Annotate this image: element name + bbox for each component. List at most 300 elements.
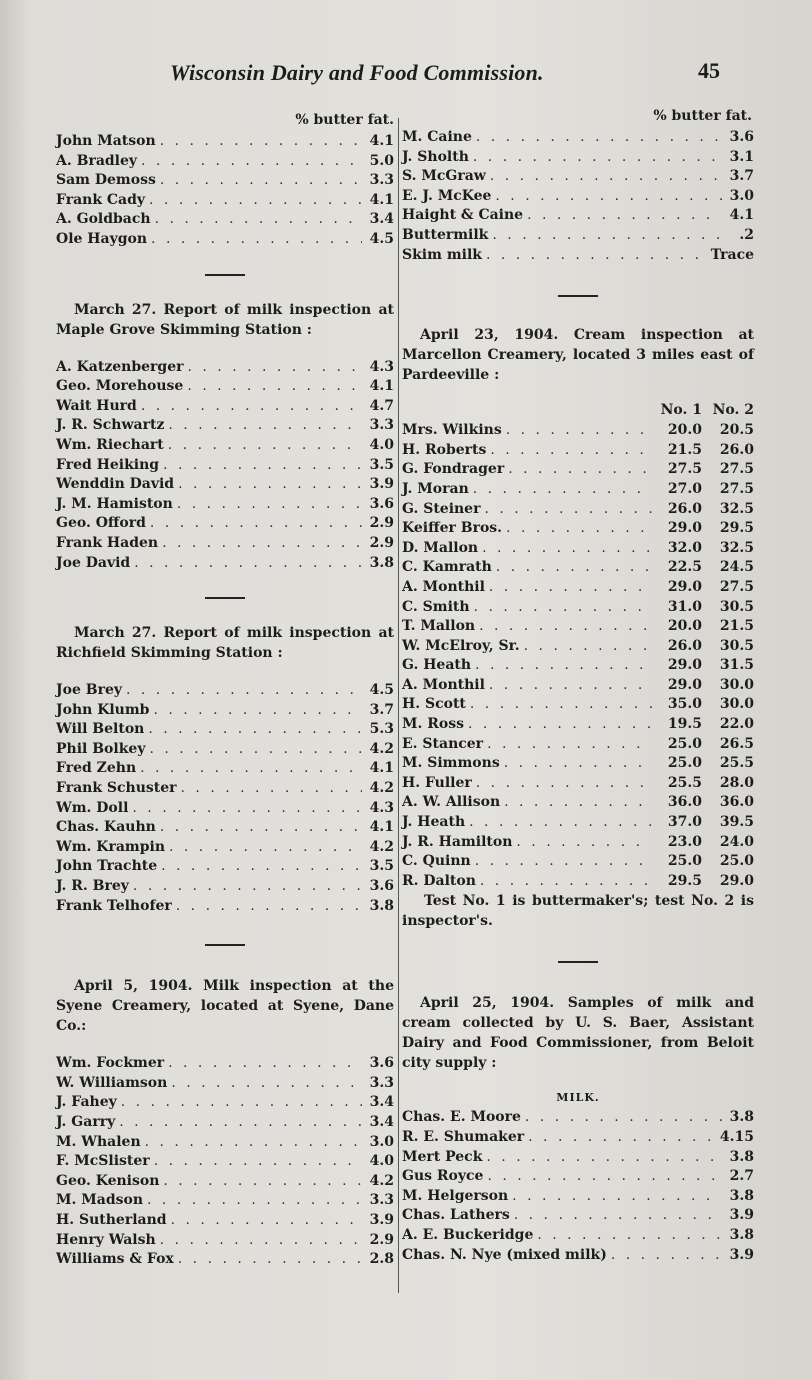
richfield-list (56, 681, 394, 916)
leader-dots (490, 167, 722, 187)
list-item (402, 774, 754, 794)
fat-value: 4.0 (369, 436, 394, 453)
test-no1-value: 29.0 (667, 676, 702, 693)
entry-name: Geo. Kenison (56, 1172, 160, 1189)
list-item (402, 637, 754, 657)
list-item (402, 246, 754, 266)
list-item (56, 358, 394, 378)
fat-value: 4.1 (369, 378, 394, 395)
entry-name: M. Simmons (402, 755, 500, 772)
entry-name: Wm. Fockmer (56, 1055, 165, 1072)
entry-name: Buttermilk (402, 226, 489, 243)
entry-name: Skim milk (402, 246, 482, 263)
fat-value: 3.9 (729, 1246, 754, 1263)
entry-name: Geo. Morehouse (56, 378, 184, 395)
entry-name: A. Goldbach (56, 211, 151, 228)
leader-dots (163, 456, 362, 476)
test-no1-value: 26.0 (667, 500, 702, 517)
leader-dots (176, 897, 362, 917)
test-no1-value: 20.0 (667, 422, 702, 439)
leader-dots (141, 397, 362, 417)
entry-name: J. M. Hamiston (56, 495, 173, 512)
entry-name: J. Fahey (56, 1094, 117, 1111)
entry-name: E. J. McKee (402, 187, 492, 204)
entry-name: H. Scott (402, 696, 466, 713)
test-no2-value: 39.5 (719, 814, 754, 831)
entry-name: A. Katzenberger (56, 358, 184, 375)
entry-name: W. Williamson (56, 1074, 168, 1091)
fat-value: 4.1 (369, 760, 394, 777)
leader-dots (486, 1148, 722, 1168)
list-item (402, 539, 754, 559)
entry-name: R. E. Shumaker (402, 1129, 525, 1145)
leader-dots (487, 1167, 722, 1187)
leader-dots (121, 1093, 362, 1113)
fat-value: 4.1 (729, 207, 754, 224)
test-no1-value: 21.5 (667, 441, 702, 458)
list-item (56, 554, 394, 574)
list-item (402, 519, 754, 539)
leader-dots (489, 578, 652, 598)
entry-name: A. Monthil (402, 676, 485, 693)
list-item (402, 793, 754, 813)
leader-dots (171, 1074, 362, 1094)
leader-dots (516, 833, 652, 853)
fat-value: 3.8 (729, 1148, 754, 1165)
leader-dots (148, 720, 362, 740)
leader-dots (504, 793, 652, 813)
leader-dots (508, 460, 652, 480)
leader-dots (149, 191, 362, 211)
entry-name: Wm. Doll (56, 799, 129, 816)
fat-value: 4.2 (369, 740, 394, 757)
leader-dots (161, 857, 362, 877)
test-no1-value: 29.0 (667, 657, 702, 674)
leader-dots (525, 1108, 722, 1128)
fat-value: 3.6 (369, 495, 394, 512)
test-no2-value: 32.5 (719, 500, 754, 517)
caine-list (402, 128, 754, 265)
list-item (402, 128, 754, 148)
leader-dots (126, 681, 362, 701)
fat-value: .2 (739, 226, 754, 243)
column-divider (398, 118, 399, 1293)
fat-value: 3.3 (369, 1192, 394, 1209)
test-no2-value: 27.5 (719, 480, 754, 497)
entry-name: Frank Cady (56, 191, 146, 208)
leader-dots (162, 534, 362, 554)
fat-value: 3.6 (369, 878, 394, 895)
list-item (56, 495, 394, 515)
leader-dots (473, 480, 652, 500)
milk-subheading: MILK. (556, 1091, 600, 1105)
list-item (56, 740, 394, 760)
list-item (402, 460, 754, 480)
entry-name: Henry Walsh (56, 1231, 156, 1248)
fat-value: 4.5 (369, 682, 394, 699)
entry-name: Phil Bolkey (56, 740, 146, 757)
list-item (56, 897, 394, 917)
list-item (56, 191, 394, 211)
fat-value: 4.2 (369, 780, 394, 797)
entry-name: Wm. Krampin (56, 838, 165, 855)
leader-dots (506, 519, 652, 539)
list-item (56, 799, 394, 819)
list-item (402, 833, 754, 853)
list-item (402, 813, 754, 833)
list-item (56, 475, 394, 495)
test-no1-value: 29.5 (667, 872, 702, 889)
list-item (56, 1054, 394, 1074)
fat-value: 3.6 (369, 1055, 394, 1072)
fat-value: 3.8 (729, 1109, 754, 1126)
fat-value: 3.8 (369, 897, 394, 914)
entry-name: John Trachte (56, 858, 158, 875)
leader-dots (171, 1211, 362, 1231)
list-item (56, 1133, 394, 1153)
fat-value: 3.3 (369, 1074, 394, 1091)
list-item (402, 500, 754, 520)
leader-dots (119, 1113, 362, 1133)
entry-name: Keiffer Bros. (402, 520, 503, 537)
test-no2-value: 26.0 (719, 441, 754, 458)
list-item (56, 1152, 394, 1172)
entry-name: M. Helgerson (402, 1187, 509, 1204)
list-item (402, 1246, 754, 1266)
list-item (56, 1093, 394, 1113)
entry-name: Haight & Caine (402, 207, 524, 224)
maple-grove-list (56, 358, 394, 574)
leader-dots (496, 558, 652, 578)
leader-dots (479, 617, 652, 637)
test-no1-value: 31.0 (667, 598, 702, 615)
list-item (402, 695, 754, 715)
list-item (56, 1074, 394, 1094)
test-no1-value: 27.0 (667, 480, 702, 497)
fat-value: 3.8 (369, 554, 394, 571)
butter-fat-heading: % butter fat. (295, 112, 394, 128)
list-item (402, 421, 754, 441)
leader-dots (168, 416, 362, 436)
test-no1-value: 29.0 (667, 578, 702, 595)
test-no1-value: 19.5 (667, 716, 702, 733)
test-no2-value: 27.5 (719, 461, 754, 478)
test-no1-value: 36.0 (667, 794, 702, 811)
entry-name: Joe Brey (56, 682, 122, 699)
entry-name: W. McElroy, Sr. (402, 637, 520, 654)
fat-value: 4.2 (369, 838, 394, 855)
fat-value: 4.15 (719, 1129, 754, 1145)
test-no2-value: 27.5 (719, 578, 754, 595)
leader-dots (476, 774, 652, 794)
test-no1-value: 29.0 (667, 520, 702, 537)
leader-dots (484, 500, 652, 520)
entry-name: Gus Royce (402, 1168, 484, 1185)
entry-name: Wait Hurd (56, 397, 137, 414)
fat-value: 3.1 (729, 148, 754, 165)
entry-name: Joe David (56, 554, 131, 571)
entry-name: M. Caine (402, 129, 472, 145)
list-item (56, 377, 394, 397)
running-title: Wisconsin Dairy and Food Commission. (170, 60, 544, 85)
list-item (56, 701, 394, 721)
list-item (402, 1128, 754, 1148)
entry-name: G. Steiner (402, 500, 481, 517)
list-item (56, 416, 394, 436)
leader-dots (150, 514, 362, 534)
list-item (56, 1113, 394, 1133)
entry-name: H. Fuller (402, 774, 472, 791)
leader-dots (133, 877, 362, 897)
fat-value: 3.9 (729, 1207, 754, 1224)
entry-name: J. Moran (402, 480, 469, 497)
fat-value: 3.8 (729, 1187, 754, 1204)
test-no1-value: 25.0 (667, 755, 702, 772)
fat-value: 2.9 (369, 515, 394, 532)
list-item (402, 480, 754, 500)
marcellon-list (402, 421, 754, 891)
test-column-headers (402, 399, 754, 421)
fat-value: 3.7 (729, 168, 754, 185)
test-no2-value: 30.0 (719, 676, 754, 693)
list-item (402, 872, 754, 892)
test-no2-value: 32.5 (719, 539, 754, 556)
list-item (402, 1226, 754, 1246)
entry-name: G. Heath (402, 657, 472, 674)
fat-value: 4.3 (369, 799, 394, 816)
leader-dots (134, 554, 362, 574)
leader-dots (480, 872, 652, 892)
entry-name: R. Dalton (402, 872, 476, 889)
test-no1-value: 27.5 (667, 461, 702, 478)
fat-value: 4.3 (369, 358, 394, 375)
leader-dots (141, 152, 362, 172)
list-item (402, 598, 754, 618)
fat-value: 5.0 (369, 152, 394, 169)
leader-dots (149, 740, 362, 760)
leader-dots (140, 759, 362, 779)
test-no1-value: 25.5 (667, 774, 702, 791)
test-no1-value: 26.0 (667, 637, 702, 654)
list-item (402, 715, 754, 735)
leader-dots (163, 1172, 362, 1192)
fat-value: 4.1 (369, 133, 394, 149)
left-column (56, 112, 394, 1270)
entry-name: H. Sutherland (56, 1211, 167, 1228)
leader-dots (470, 695, 652, 715)
entry-name: A. E. Buckeridge (402, 1226, 534, 1243)
leader-dots (486, 246, 707, 266)
list-item (402, 1108, 754, 1128)
list-item (56, 152, 394, 172)
entry-name: Fred Zehn (56, 760, 137, 777)
leader-dots (132, 799, 362, 819)
fat-value: 3.8 (729, 1226, 754, 1243)
leader-dots (490, 441, 652, 461)
list-item (402, 754, 754, 774)
fat-value: 4.1 (369, 191, 394, 208)
test-no2-value: 31.5 (719, 657, 754, 674)
entry-name: G. Fondrager (402, 461, 505, 478)
list-item (402, 148, 754, 168)
list-item (402, 735, 754, 755)
leader-dots (492, 226, 722, 246)
leader-dots (537, 1226, 722, 1246)
test-no2-value: 28.0 (719, 774, 754, 791)
list-item (402, 1187, 754, 1207)
entry-name: Frank Schuster (56, 780, 177, 797)
leader-dots (512, 1187, 722, 1207)
entry-name: S. McGraw (402, 168, 486, 185)
list-item (56, 720, 394, 740)
fat-value: 3.3 (369, 172, 394, 189)
entry-name: Wenddin David (56, 476, 175, 493)
test-no1-value: 22.5 (667, 559, 702, 576)
list-item (402, 676, 754, 696)
list-item (402, 441, 754, 461)
leader-dots (489, 676, 652, 696)
fat-value: 2.7 (729, 1168, 754, 1185)
leader-dots (469, 813, 652, 833)
leader-dots (181, 779, 362, 799)
test-no2-value: 26.5 (719, 735, 754, 752)
test-no1-value: 37.0 (667, 814, 702, 831)
right-column (402, 108, 754, 1265)
test-no2-value: 29.5 (719, 520, 754, 537)
list-item (56, 210, 394, 230)
entry-name: J. Garry (56, 1114, 116, 1130)
list-item (402, 558, 754, 578)
list-item (56, 1231, 394, 1251)
test-no1-value: 32.0 (667, 539, 702, 556)
entry-name: Mert Peck (402, 1148, 483, 1165)
list-item (402, 167, 754, 187)
fat-value: 4.7 (369, 397, 394, 414)
test-no2-value: 36.0 (719, 794, 754, 811)
entry-name: J. R. Hamilton (402, 833, 513, 850)
test-no2-value: 24.5 (719, 559, 754, 576)
entry-name: C. Kamrath (402, 559, 492, 576)
fat-value: 3.6 (729, 129, 754, 145)
entry-name: Fred Heiking (56, 456, 160, 473)
fat-value: 3.0 (729, 187, 754, 204)
leader-dots (475, 852, 652, 872)
leader-dots (474, 598, 652, 618)
leader-dots (153, 701, 362, 721)
list-item (56, 838, 394, 858)
list-item (402, 852, 754, 872)
entry-name: C. Quinn (402, 853, 471, 870)
page-header (0, 58, 812, 90)
leader-dots (160, 132, 362, 152)
test-no1-value: 23.0 (667, 833, 702, 850)
entry-name: A. Bradley (56, 152, 138, 169)
list-item (56, 681, 394, 701)
fat-value: 4.5 (369, 230, 394, 247)
entry-name: Sam Demoss (56, 172, 156, 189)
fat-value: 4.0 (369, 1153, 394, 1170)
page-number: 45 (698, 58, 720, 83)
test-no2-value: 24.0 (719, 833, 754, 850)
fat-value: 3.0 (369, 1133, 394, 1150)
list-item (56, 230, 394, 250)
leader-dots (177, 495, 362, 515)
leader-dots (487, 735, 652, 755)
leader-dots (611, 1246, 722, 1266)
list-item (56, 759, 394, 779)
leader-dots (495, 187, 722, 207)
list-item (402, 656, 754, 676)
entry-name: Chas. E. Moore (402, 1109, 521, 1126)
matson-list (56, 132, 394, 250)
leader-dots (160, 1231, 362, 1251)
list-item (402, 187, 754, 207)
leader-dots (187, 377, 362, 397)
list-item (56, 818, 394, 838)
entry-name: John Klumb (56, 701, 150, 718)
list-item (56, 397, 394, 417)
entry-name: A. W. Allison (402, 794, 501, 811)
fat-value: 3.4 (369, 1094, 394, 1111)
list-item (56, 1211, 394, 1231)
fat-value: 3.4 (369, 211, 394, 228)
leader-dots (154, 1152, 362, 1172)
entry-name: M. Ross (402, 716, 464, 733)
leader-dots (145, 1133, 362, 1153)
leader-dots (160, 818, 362, 838)
list-item (402, 1167, 754, 1187)
syene-list (56, 1054, 394, 1270)
test-no1-value: 20.0 (667, 618, 702, 635)
test-no2-value: 25.0 (719, 853, 754, 870)
test-no2-value: 29.0 (719, 872, 754, 889)
entry-name: Chas. N. Nye (mixed milk) (402, 1246, 607, 1263)
leader-dots (160, 171, 362, 191)
test-no1-value: 25.0 (667, 853, 702, 870)
entry-name: H. Roberts (402, 441, 487, 458)
fat-value: 5.3 (369, 721, 394, 738)
entry-name: T. Mallon (402, 618, 476, 635)
test-no2-value: 30.0 (719, 696, 754, 713)
test-no2-value: 25.5 (719, 755, 754, 772)
leader-dots (527, 206, 722, 226)
entry-name: A. Monthil (402, 578, 485, 595)
leader-dots (524, 637, 652, 657)
test-no2-value: 30.5 (719, 637, 754, 654)
leader-dots (155, 210, 362, 230)
leader-dots (473, 148, 722, 168)
list-item (56, 514, 394, 534)
entry-name: Chas. Lathers (402, 1207, 510, 1224)
leader-dots (468, 715, 652, 735)
test-no1-value: 35.0 (667, 696, 702, 713)
leader-dots (169, 838, 362, 858)
list-item (56, 456, 394, 476)
fat-value: Trace (710, 246, 754, 263)
leader-dots (147, 1191, 362, 1211)
leader-dots (168, 436, 362, 456)
column-header-no1: No. 1 (660, 402, 702, 419)
list-item (56, 171, 394, 191)
test-no1-value: 25.0 (667, 735, 702, 752)
entry-name: Williams & Fox (56, 1251, 174, 1268)
list-item (56, 1172, 394, 1192)
entry-name: Mrs. Wilkins (402, 422, 502, 439)
syene-intro: April 5, 1904. Milk inspection at the Syene Creamery, located at Syene, Dane Co.: (56, 978, 394, 1035)
list-item (402, 617, 754, 637)
list-item (402, 226, 754, 246)
leader-dots (506, 421, 652, 441)
